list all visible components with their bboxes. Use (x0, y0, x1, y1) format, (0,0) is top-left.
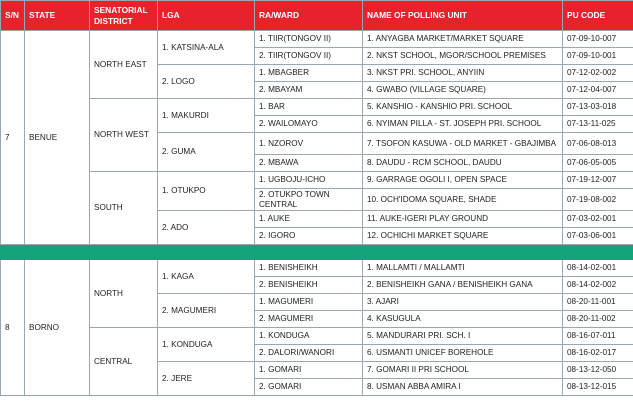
unit-cell: 2. NKST SCHOOL, MGOR/SCHOOL PREMISES (363, 48, 563, 65)
pu-code-cell: 07-06-08-013 (563, 133, 633, 155)
table-row (1, 260, 633, 277)
unit-cell: 6. NYIMAN PILLA - ST. JOSEPH PRI. SCHOOL (363, 116, 563, 133)
unit-cell: 12. OCHICHI MARKET SQUARE (363, 228, 563, 245)
separator-cell (563, 245, 633, 260)
ward-cell: 1. MBAGBER (255, 65, 363, 82)
state-cell: BORNO (25, 260, 90, 396)
pu-code-cell: 08-20-11-001 (563, 294, 633, 311)
separator-cell (1, 245, 25, 260)
ward-cell: 2. BENISHEIKH (255, 277, 363, 294)
pu-code-cell: 07-09-10-001 (563, 48, 633, 65)
ward-cell: 1. UGBOJU-ICHO (255, 172, 363, 189)
lga-cell: 2. ADO (158, 211, 255, 245)
unit-cell: 2. BENISHEIKH GANA / BENISHEIKH GANA (363, 277, 563, 294)
separator-cell (25, 245, 90, 260)
ward-cell: 1. MAGUMERI (255, 294, 363, 311)
pu-code-cell: 07-06-05-005 (563, 155, 633, 172)
unit-cell: 9. GARRAGE OGOLI I, OPEN SPACE (363, 172, 563, 189)
separator-cell (255, 245, 363, 260)
separator-cell (363, 245, 563, 260)
lga-cell: 1. OTUKPO (158, 172, 255, 211)
pu-code-cell: 08-20-11-002 (563, 311, 633, 328)
unit-cell: 4. KASUGULA (363, 311, 563, 328)
ward-cell: 1. TIIR(TONGOV II) (255, 31, 363, 48)
lga-cell: 2. GUMA (158, 133, 255, 172)
pu-code-cell: 08-14-02-001 (563, 260, 633, 277)
ward-cell: 1. BAR (255, 99, 363, 116)
table-row (1, 328, 633, 345)
ward-cell: 2. MAGUMERI (255, 311, 363, 328)
table-row (1, 99, 633, 116)
unit-cell: 6. USMANTI UNICEF BOREHOLE (363, 345, 563, 362)
separator-cell (158, 245, 255, 260)
pu-code-cell: 07-12-04-007 (563, 82, 633, 99)
unit-cell: 8. USMAN ABBA AMIRA I (363, 379, 563, 396)
unit-cell: 7. TSOFON KASUWA - OLD MARKET - GBAJIMBA (363, 133, 563, 155)
lga-cell: 1. MAKURDI (158, 99, 255, 133)
district-cell: NORTH (90, 260, 158, 328)
ward-cell: 1. GOMARI (255, 362, 363, 379)
lga-cell: 1. KONDUGA (158, 328, 255, 362)
pu-code-cell: 08-16-07-011 (563, 328, 633, 345)
col-header-ward: RA/WARD (255, 1, 363, 31)
ward-cell: 2. GOMARI (255, 379, 363, 396)
unit-cell: 5. MANDURARI PRI. SCH. I (363, 328, 563, 345)
unit-cell: 7. GOMARI II PRI SCHOOL (363, 362, 563, 379)
header-row (1, 1, 633, 31)
section-separator (1, 245, 633, 260)
pu-code-cell: 08-13-12-050 (563, 362, 633, 379)
pu-code-cell: 08-14-02-002 (563, 277, 633, 294)
ward-cell: 1. KONDUGA (255, 328, 363, 345)
unit-cell: 5. KANSHIO - KANSHIO PRI. SCHOOL (363, 99, 563, 116)
col-header-sn: S/N (1, 1, 25, 31)
ward-cell: 1. NZOROV (255, 133, 363, 155)
ward-cell: 1. BENISHEIKH (255, 260, 363, 277)
unit-cell: 3. NKST PRI. SCHOOL, ANYIIN (363, 65, 563, 82)
pu-code-cell: 07-13-11-025 (563, 116, 633, 133)
ward-cell: 2. DALORI/WANORI (255, 345, 363, 362)
unit-cell: 3. AJARI (363, 294, 563, 311)
pu-code-cell: 07-19-08-002 (563, 189, 633, 211)
district-cell: NORTH EAST (90, 31, 158, 99)
unit-cell: 1. MALLAMTI / MALLAMTI (363, 260, 563, 277)
unit-cell: 11. AUKE-IGERI PLAY GROUND (363, 211, 563, 228)
pu-code-cell: 07-12-02-002 (563, 65, 633, 82)
col-header-unit: NAME OF POLLING UNIT (363, 1, 563, 31)
col-header-lga: LGA (158, 1, 255, 31)
pu-code-cell: 08-16-02-017 (563, 345, 633, 362)
pu-code-cell: 07-09-10-007 (563, 31, 633, 48)
lga-cell: 1. KATSINA-ALA (158, 31, 255, 65)
ward-cell: 2. IGORO (255, 228, 363, 245)
unit-cell: 8. DAUDU - RCM SCHOOL, DAUDU (363, 155, 563, 172)
pu-code-cell: 08-13-12-015 (563, 379, 633, 396)
col-header-state: STATE (25, 1, 90, 31)
ward-cell: 2. MBAYAM (255, 82, 363, 99)
ward-cell: 2. MBAWA (255, 155, 363, 172)
district-cell: NORTH WEST (90, 99, 158, 172)
pu-code-cell: 07-03-06-001 (563, 228, 633, 245)
district-cell: CENTRAL (90, 328, 158, 396)
ward-cell: 2. WAILOMAYO (255, 116, 363, 133)
lga-cell: 1. KAGA (158, 260, 255, 294)
sn-cell: 7 (1, 31, 25, 245)
lga-cell: 2. LOGO (158, 65, 255, 99)
sn-cell: 8 (1, 260, 25, 396)
col-header-pu-code: PU CODE (563, 1, 633, 31)
pu-code-cell: 07-19-12-007 (563, 172, 633, 189)
pu-code-cell: 07-13-03-018 (563, 99, 633, 116)
lga-cell: 2. JERE (158, 362, 255, 396)
district-cell: SOUTH (90, 172, 158, 245)
ward-cell: 1. AUKE (255, 211, 363, 228)
table-row (1, 31, 633, 48)
separator-cell (90, 245, 158, 260)
state-cell: BENUE (25, 31, 90, 245)
table-row (1, 172, 633, 189)
ward-cell: 2. TIIR(TONGOV II) (255, 48, 363, 65)
ward-cell: 2. OTUKPO TOWN CENTRAL (255, 189, 363, 211)
unit-cell: 10. OCH'IDOMA SQUARE, SHADE (363, 189, 563, 211)
pu-code-cell: 07-03-02-001 (563, 211, 633, 228)
lga-cell: 2. MAGUMERI (158, 294, 255, 328)
col-header-district: SENATORIAL DISTRICT (90, 1, 158, 31)
unit-cell: 1. ANYAGBA MARKET/MARKET SQUARE (363, 31, 563, 48)
unit-cell: 4. GWABO (VILLAGE SQUARE) (363, 82, 563, 99)
